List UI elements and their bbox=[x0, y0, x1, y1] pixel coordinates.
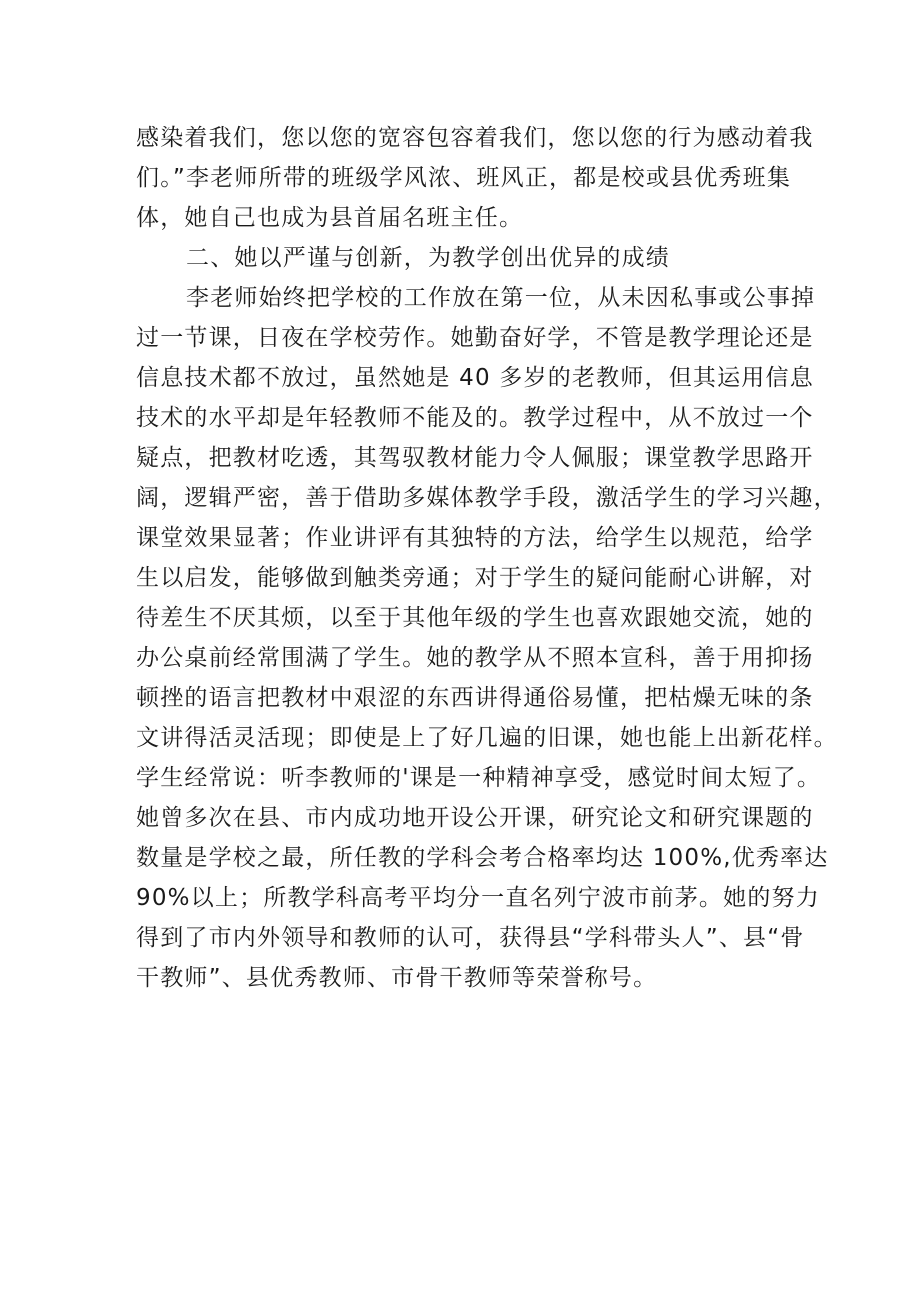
paragraph-line: 技术的水平却是年轻教师不能及的。教学过程中，从不放过一个 bbox=[136, 405, 814, 431]
paragraph-line: 体，她自己也成为县首届名班主任。 bbox=[136, 205, 524, 231]
paragraph-line: 顿挫的语言把教材中艰涩的东西讲得通俗易懂，把枯燥无味的条 bbox=[136, 685, 814, 711]
paragraph-line: 阔，逻辑严密，善于借助多媒体教学手段，激活学生的学习兴趣， bbox=[136, 485, 838, 511]
paragraph-line: 干教师”、县优秀教师、市骨干教师等荣誉称号。 bbox=[136, 965, 658, 991]
paragraph-line: 文讲得活灵活现；即使是上了好几遍的旧课，她也能上出新花样。 bbox=[136, 725, 838, 751]
document-body bbox=[136, 118, 838, 998]
paragraph-line: 疑点，把教材吃透，其驾驭教材能力令人佩服；课堂教学思路开 bbox=[136, 445, 814, 471]
paragraph-line: 李老师始终把学校的工作放在第一位，从未因私事或公事掉 bbox=[186, 285, 816, 311]
paragraph-line: 得到了市内外领导和教师的认可，获得县“学科带头人”、县“骨 bbox=[136, 925, 805, 951]
paragraph-line: 90%以上；所教学科高考平均分一直名列宁波市前茅。她的努力 bbox=[136, 885, 820, 911]
paragraph-line: 数量是学校之最，所任教的学科会考合格率均达 100%,优秀率达 bbox=[136, 845, 829, 871]
paragraph-line: 信息技术都不放过，虽然她是 40 多岁的老教师，但其运用信息 bbox=[136, 365, 814, 391]
paragraph-line: 过一节课，日夜在学校劳作。她勤奋好学，不管是教学理论还是 bbox=[136, 325, 814, 351]
paragraph-line: 学生经常说：听李教师的'课是一种精神享受，感觉时间太短了。 bbox=[136, 765, 822, 791]
paragraph-line: 待差生不厌其烦，以至于其他年级的学生也喜欢跟她交流，她的 bbox=[136, 605, 814, 631]
paragraph-line: 课堂效果显著；作业讲评有其独特的方法，给学生以规范，给学 bbox=[136, 525, 814, 551]
paragraph-line: 生以启发，能够做到触类旁通；对于学生的疑问能耐心讲解，对 bbox=[136, 565, 814, 591]
paragraph-line: 她曾多次在县、市内成功地开设公开课，研究论文和研究课题的 bbox=[136, 805, 814, 831]
paragraph-line: 办公桌前经常围满了学生。她的教学从不照本宣科，善于用抑扬 bbox=[136, 645, 814, 671]
paragraph-line: 感染着我们，您以您的宽容包容着我们，您以您的行为感动着我 bbox=[136, 125, 814, 151]
section-heading: 二、她以严谨与创新，为教学创出优异的成绩 bbox=[186, 245, 670, 271]
paragraph-line: 们。”李老师所带的班级学风浓、班风正，都是校或县优秀班集 bbox=[136, 165, 792, 191]
